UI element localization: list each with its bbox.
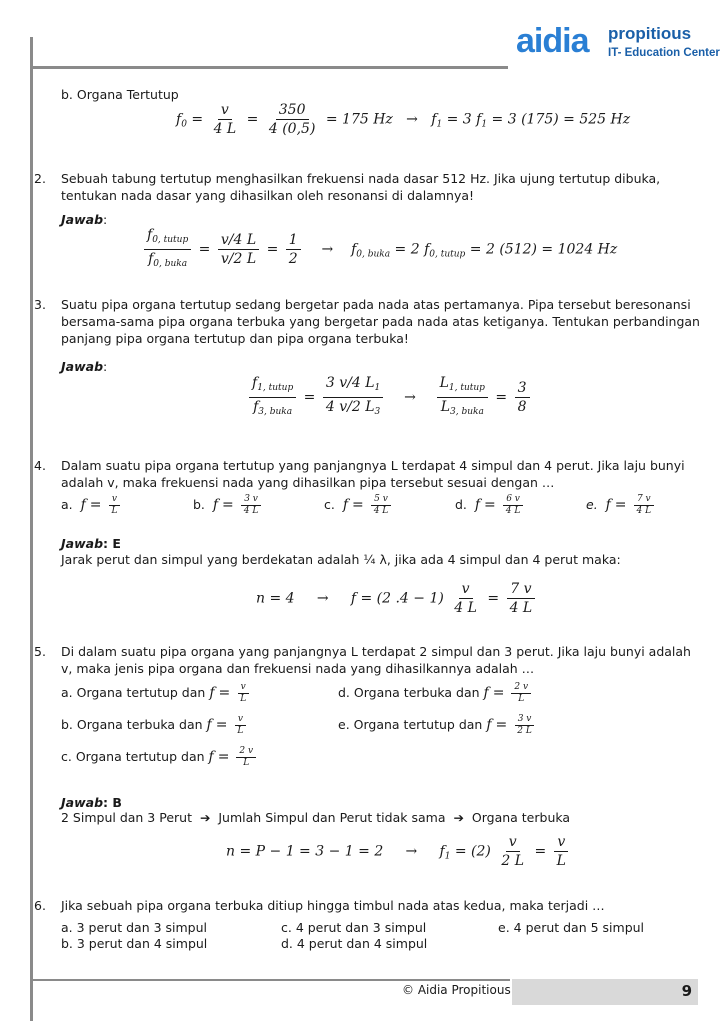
q6-option-e: e. 4 perut dan 5 simpul bbox=[498, 920, 645, 935]
q4-option-a: a. f = $\frac{v}{L}$ bbox=[61, 494, 123, 517]
q5-equation: n = P − 1 = 3 − 1 = 2 → $f_1 = (2)$ $\frac{v}{2 L}$ = $\frac{v}{L}$ bbox=[226, 833, 572, 870]
q6-option-c: c. 4 perut dan 3 simpul bbox=[281, 920, 427, 935]
page-number: 9 bbox=[681, 982, 692, 1000]
arrow-right-icon: ➔ bbox=[199, 810, 211, 825]
q6-number: 6. bbox=[34, 898, 46, 913]
header-rule bbox=[30, 66, 508, 69]
arrow-right-icon: ➔ bbox=[453, 810, 464, 825]
q5-option-d: d. Organa terbuka dan f = $\frac{2 v}{L}$ bbox=[338, 682, 534, 705]
q4-option-b: b. f = $\frac{3 v}{4 L}$ bbox=[193, 494, 264, 517]
q4-option-d: d. f = $\frac{6 v}{4 L}$ bbox=[455, 494, 526, 517]
q6-option-b: b. 3 perut dan 4 simpul bbox=[61, 936, 208, 951]
q6-text-1: Jika sebuah pipa organa terbuka ditiup hingga timbul nada atas kedua, maka terjadi … bbox=[61, 898, 605, 913]
q3-number: 3. bbox=[34, 297, 46, 312]
left-margin-bar bbox=[30, 37, 33, 1021]
q4-text-1: Dalam suatu pipa organa tertutup yang panjangnya L terdapat 4 simpul dan 4 perut. Jika laju bunyi bbox=[61, 458, 685, 473]
logo-tagline: IT- Education Center bbox=[608, 47, 720, 59]
q3-jawab: Jawab: bbox=[61, 359, 108, 374]
q5-text-2: v, maka jenis pipa organa dan frekuensi nada yang dihasilkannya adalah … bbox=[61, 661, 535, 676]
q4-text-2: adalah v, maka frekuensi nada yang dihasilkan pipa tersebut sesuai dengan … bbox=[61, 475, 555, 490]
q1b-frac1: $\frac{v}{4 L}$ bbox=[213, 102, 237, 137]
q6-option-a: a. 3 perut dan 3 simpul bbox=[61, 920, 208, 935]
q1b-equation: $f_0$ = $\frac{v}{4 L}$ = $\frac{350}{4 (0,5)}$ = 175 Hz → $f_1 = 3$ $f_1 = 3$ (175) = 525 Hz bbox=[176, 102, 631, 137]
q5-option-a: a. Organa tertutup dan f = $\frac{v}{L}$ bbox=[61, 682, 252, 705]
q2-jawab: Jawab: bbox=[61, 212, 108, 227]
q5-text-1: Di dalam suatu pipa organa yang panjangnya L terdapat 2 simpul dan 3 perut. Jika laju bunyi adalah bbox=[61, 644, 691, 659]
q1b-label: b. Organa Tertutup bbox=[61, 87, 179, 102]
logo bbox=[516, 22, 720, 68]
q3-text-1: Suatu pipa organa tertutup sedang bergetar pada nada atas pertamanya. Pipa tersebut beresonansi bbox=[61, 297, 691, 312]
q1b-frac2: $\frac{350}{4 (0,5)}$ bbox=[268, 102, 316, 137]
q5-option-b: b. Organa terbuka dan f = $\frac{v}{L}$ bbox=[61, 714, 249, 737]
logo-name: propitious bbox=[608, 24, 692, 43]
q2-equation: $\frac{f_{0, tutup}}{f_{0, buka}}$ = $\frac{v/4 L}{v/2 L}$ = $\frac{1}{2}$ → $f_{0, buka} = 2$ $f_{0, tutup} = 2$ (512) = 1024 Hz bbox=[141, 226, 617, 273]
footer-copyright: © Aidia Propitious bbox=[402, 983, 511, 997]
q3-text-2: bersama-sama pipa organa terbuka yang bergetar pada nada atas ketiganya. Tentukan perbandingan bbox=[61, 314, 700, 329]
q2-text-2: tentukan nada dasar yang dihasilkan oleh resonansi di dalamnya! bbox=[61, 188, 475, 203]
q3-text-3: panjang pipa organa tertutup dan pipa organa terbuka! bbox=[61, 331, 409, 346]
logo-brand: aidia bbox=[516, 22, 589, 60]
q5-option-c: c. Organa tertutup dan f = $\frac{2 v}{L}$ bbox=[61, 746, 259, 769]
q2-text-1: Sebuah tabung tertutup menghasilkan frekuensi nada dasar 512 Hz. Jika ujung tertutup dibuka, bbox=[61, 171, 661, 186]
q5-jawab: Jawab: B bbox=[61, 795, 122, 810]
q2-number: 2. bbox=[34, 171, 46, 186]
q3-equation: $\frac{f_{1, tutup}}{f_{3, buka}}$ = $\frac{3 v/4 L_1}{4 v/2 L_3}$ → $\frac{L_{1, tutup}}{L_{3, buka}}$ = $\frac{3}{8}$ bbox=[246, 374, 533, 421]
footer-bar bbox=[30, 979, 510, 981]
q5-option-e: e. Organa tertutup dan f = $\frac{3 v}{2 L}$ bbox=[338, 714, 538, 737]
page-number-box bbox=[512, 979, 698, 1005]
q5-explain: 2 Simpul dan 3 Perut ➔ Jumlah Simpul dan Perut tidak sama ➔ Organa terbuka bbox=[61, 810, 571, 825]
q4-option-e: e. f = $\frac{7 v}{4 L}$ bbox=[586, 494, 657, 517]
q4-number: 4. bbox=[34, 458, 46, 473]
q4-option-c: c. f = $\frac{5 v}{4 L}$ bbox=[324, 494, 394, 517]
q4-explain: Jarak perut dan simpul yang berdekatan adalah ¼ λ, jika ada 4 simpul dan 4 perut maka: bbox=[61, 552, 621, 567]
q5-number: 5. bbox=[34, 644, 46, 659]
q4-equation: n = 4 → f = (2 .4 − 1) $\frac{v}{4 L}$ = $\frac{7 v}{4 L}$ bbox=[256, 580, 538, 617]
q6-option-d: d. 4 perut dan 4 simpul bbox=[281, 936, 428, 951]
q4-jawab: Jawab: E bbox=[61, 536, 121, 551]
